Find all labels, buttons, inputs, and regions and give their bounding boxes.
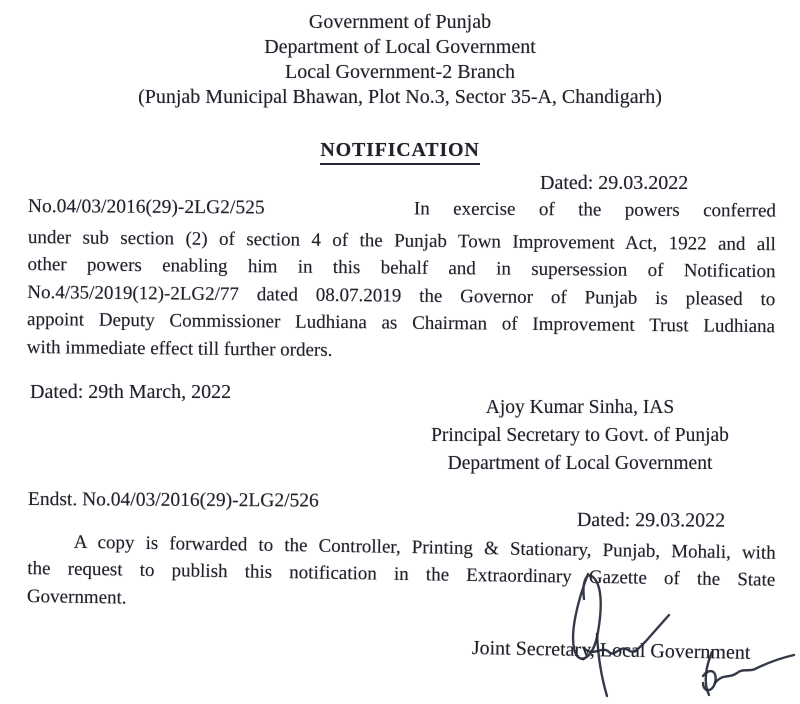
endorsement-body-line: Government. xyxy=(26,585,127,609)
letterhead-line-1: Government of Punjab xyxy=(308,11,492,33)
endorsement-ref-number: Endst. No.04/03/2016(29)-2LG2/526 xyxy=(27,489,319,512)
endorsement-body-line: A copy is forwarded to the Controller, Printing & Stationary, Punjab, Mohali, with xyxy=(73,531,776,564)
signatory-block xyxy=(406,394,754,478)
handwritten-initials-icon xyxy=(690,645,800,703)
signatory-designation: Principal Secretary to Govt. of Punjab xyxy=(431,425,729,446)
notification-opening-line: In exercise of the powers conferred xyxy=(413,198,776,222)
issue-date: Dated: 29th March, 2022 xyxy=(30,381,232,403)
endorsement-body-line: the request to publish this notification in the Extraordinary Gazette of the State xyxy=(27,558,776,592)
notification-ref-row xyxy=(28,196,776,223)
signatory-name: Ajoy Kumar Sinha, IAS xyxy=(485,397,675,418)
endorsement-ref-row xyxy=(28,489,776,533)
notification-body-line: appoint Deputy Commissioner Ludhiana as Chairman of Improvement Trust Ludhiana xyxy=(26,309,776,338)
notification-body-line: No.4/35/2019(12)-2LG2/77 dated 08.07.2019 the Governor of Punjab is pleased to xyxy=(27,281,776,310)
signatory-department: Department of Local Government xyxy=(447,453,713,474)
letterhead-line-3: Local Government-2 Branch xyxy=(285,61,515,83)
notification-body xyxy=(27,224,776,368)
notification-heading-row xyxy=(0,139,800,165)
notification-date: Dated: 29.03.2022 xyxy=(540,172,689,194)
handwritten-signature-icon xyxy=(548,560,678,700)
notification-body-line: with immediate effect till further orders. xyxy=(26,336,333,361)
notification-ref-number: No.04/03/2016(29)-2LG2/525 xyxy=(27,196,265,219)
notification-body-line: other powers enabling him in this behalf and in supersession of Notification xyxy=(27,254,776,283)
letterhead-line-4: (Punjab Municipal Bhawan, Plot No.3, Sector 35-A, Chandigarh) xyxy=(138,86,662,108)
endorsement-date: Dated: 29.03.2022 xyxy=(576,508,726,532)
letterhead-line-2: Department of Local Government xyxy=(264,36,536,58)
notification-heading: NOTIFICATION xyxy=(320,139,479,165)
endorsement-signatory: Joint Secretary, Local Government xyxy=(471,637,751,664)
letterhead xyxy=(0,10,800,110)
notification-body-line: under sub section (2) of section 4 of the Punjab Town Improvement Act, 1922 and all xyxy=(27,226,776,256)
